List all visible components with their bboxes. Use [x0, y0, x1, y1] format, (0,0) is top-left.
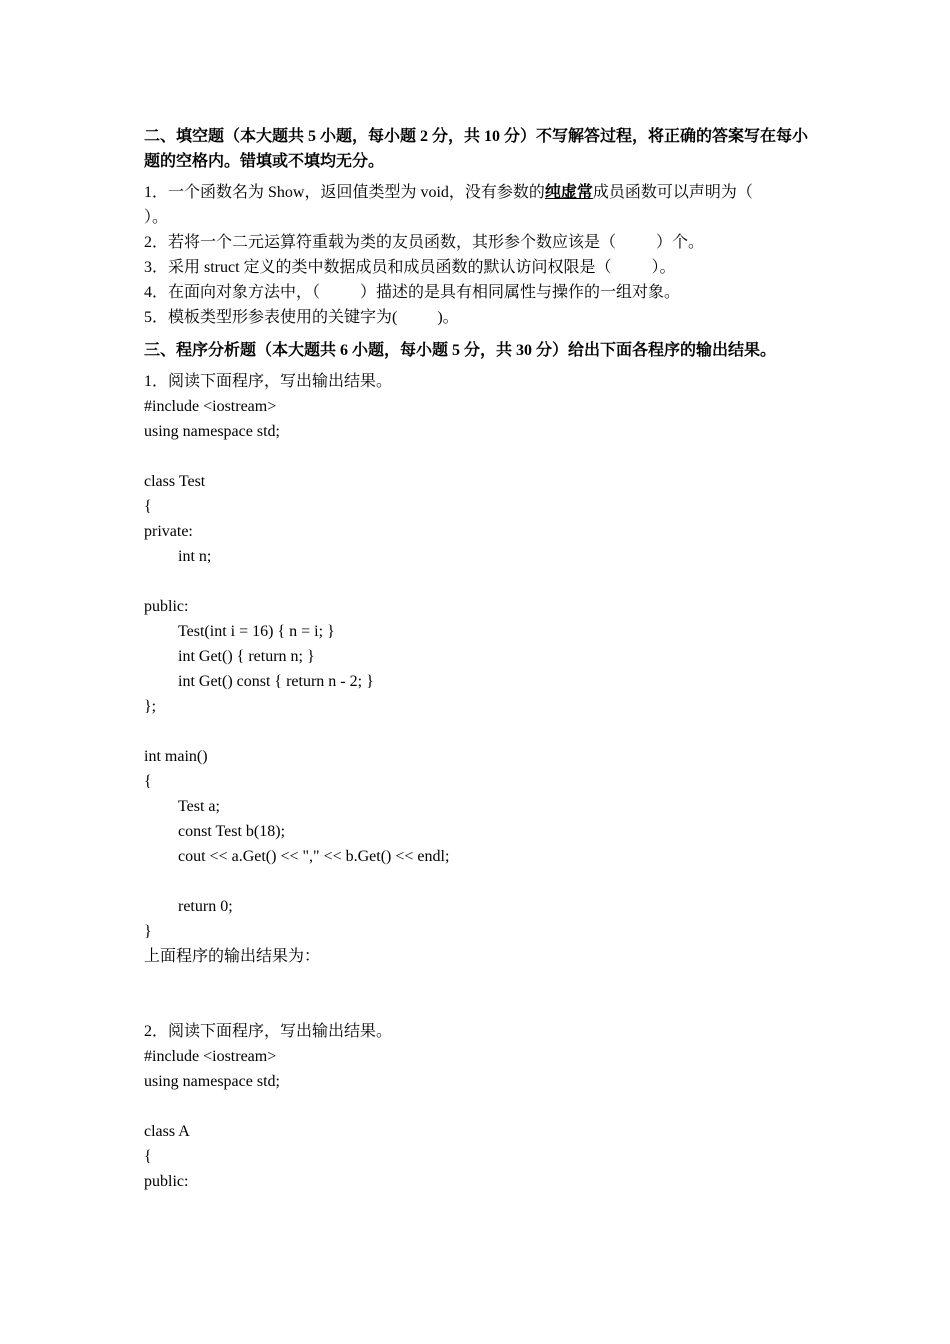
question-2-1-text-before: 1．一个函数名为 Show，返回值类型为 void，没有参数的 — [144, 184, 545, 201]
document-page — [144, 124, 808, 1194]
code-line: class A — [144, 1123, 190, 1140]
question-2-3: 3．采用 struct 定义的类中数据成员和成员函数的默认访问权限是（ ）。 — [144, 259, 676, 276]
code-line: int Get() const { return n - 2; } — [178, 673, 374, 690]
program-1-result-label: 上面程序的输出结果为： — [144, 948, 321, 965]
question-2-5: 5．模板类型形参表使用的关键字为( )。 — [144, 309, 459, 326]
code-line: public: — [144, 598, 189, 615]
code-line: const Test b(18); — [178, 823, 286, 840]
code-line: class Test — [144, 473, 206, 490]
code-line — [144, 1094, 808, 1119]
program-1-title: 1．阅读下面程序，写出输出结果。 — [144, 373, 393, 390]
program-2-title: 2．阅读下面程序，写出输出结果。 — [144, 1023, 393, 1040]
code-line: #include <iostream> — [144, 1048, 277, 1065]
program-1-code — [144, 394, 808, 944]
question-2-1 — [144, 180, 808, 230]
code-line: { — [144, 1148, 152, 1165]
code-line: Test a; — [178, 798, 220, 815]
code-line: int Get() { return n; } — [178, 648, 315, 665]
code-line: { — [144, 498, 152, 515]
code-line — [144, 569, 808, 594]
question-2-2: 2．若将一个二元运算符重载为类的友员函数，其形参个数应该是（ ）个。 — [144, 234, 705, 251]
code-line: using namespace std; — [144, 1073, 280, 1090]
code-line: private: — [144, 523, 193, 540]
code-line: return 0; — [178, 898, 233, 915]
code-line — [144, 869, 808, 894]
question-2-1-text-after: 成员函数可以声明为（ ）。 — [144, 184, 785, 226]
code-line: } — [144, 923, 152, 940]
code-line: Test(int i = 16) { n = i; } — [178, 623, 335, 640]
answer-space — [144, 969, 808, 1019]
program-2-code — [144, 1044, 808, 1194]
code-line: int main() — [144, 748, 208, 765]
question-2-4: 4．在面向对象方法中，（ ）描述的是具有相同属性与操作的一组对象。 — [144, 284, 681, 301]
code-line: #include <iostream> — [144, 398, 277, 415]
code-line: int n; — [178, 548, 212, 565]
code-line — [144, 719, 808, 744]
code-line: cout << a.Get() << "," << b.Get() << endl; — [178, 848, 450, 865]
code-line: }; — [144, 698, 157, 715]
code-line: public: — [144, 1173, 189, 1190]
section3-heading: 三、程序分析题（本大题共 6 小题，每小题 5 分，共 30 分）给出下面各程序的输出结果。 — [144, 342, 777, 359]
code-line — [144, 444, 808, 469]
code-line: using namespace std; — [144, 423, 280, 440]
question-2-1-underlined-term: 纯虚常 — [544, 184, 593, 201]
section2-heading: 二、填空题（本大题共 5 小题，每小题 2 分，共 10 分）不写解答过程，将正确的答案写在每小题的空格内。错填或不填均无分。 — [144, 128, 809, 170]
code-line: { — [144, 773, 152, 790]
